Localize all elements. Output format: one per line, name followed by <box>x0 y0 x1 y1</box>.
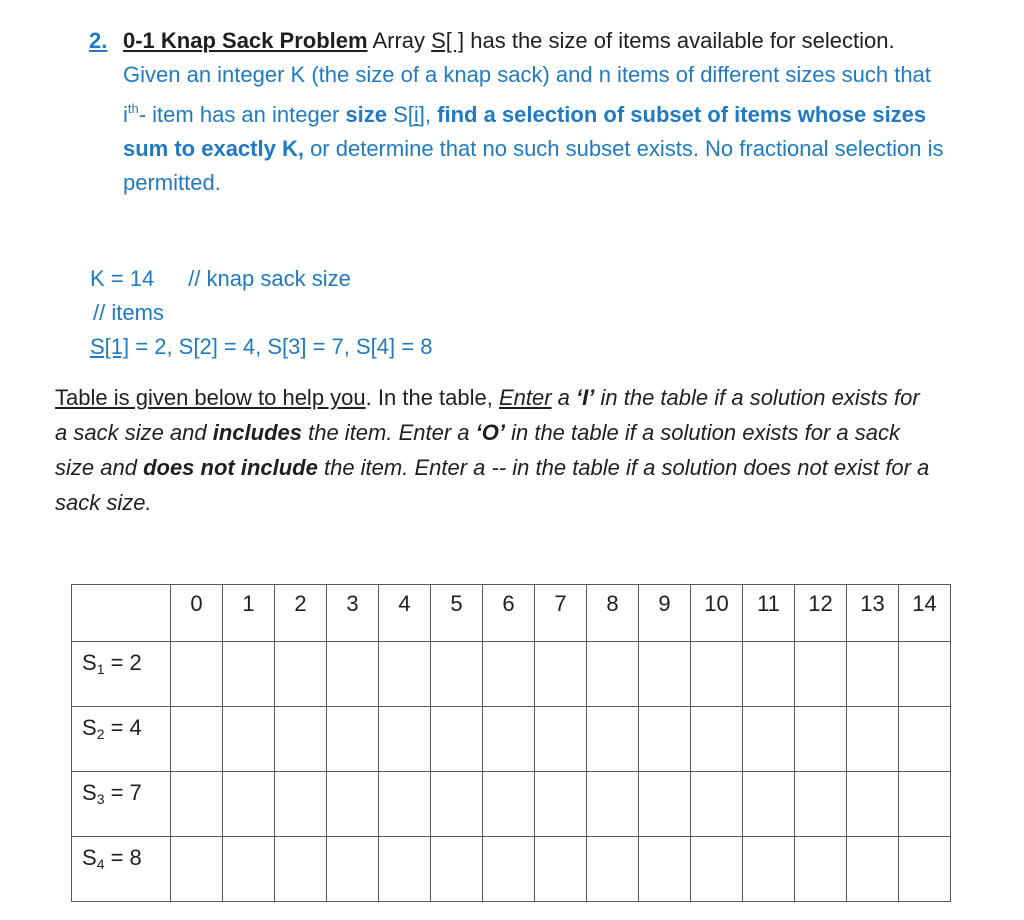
column-header: 6 <box>483 585 535 642</box>
answer-cell[interactable] <box>847 642 899 707</box>
instructions-p2: in the table if a solution exists for a sack size and <box>55 385 920 445</box>
answer-cell[interactable] <box>899 772 951 837</box>
problem-given-b: - item has an integer <box>138 102 346 127</box>
column-header: 7 <box>535 585 587 642</box>
answer-cell[interactable] <box>847 707 899 772</box>
answer-cell[interactable] <box>535 772 587 837</box>
problem-rest: or determine that no such subset exists. No fractional selection is permitted. <box>123 136 944 195</box>
answer-cell[interactable] <box>431 837 483 902</box>
row-label-base: S <box>82 650 97 675</box>
answer-cell[interactable] <box>223 837 275 902</box>
table-row <box>72 837 951 902</box>
problem-title: 0-1 Knap Sack Problem <box>123 28 368 53</box>
row-header <box>72 642 171 707</box>
answer-cell[interactable] <box>691 707 743 772</box>
answer-cell[interactable] <box>639 707 691 772</box>
row-label-base: S <box>82 780 97 805</box>
array-name: S[ ] <box>431 28 465 53</box>
items-array-values: = 2, S[2] = 4, S[3] = 7, S[4] = 8 <box>129 334 433 359</box>
answer-cell[interactable] <box>847 772 899 837</box>
column-header: 5 <box>431 585 483 642</box>
row-label-base: S <box>82 715 97 740</box>
instructions-p5: the item. Enter a -- in the table if a solution does not exist for a sack size. <box>55 455 930 515</box>
answer-cell[interactable] <box>431 642 483 707</box>
answer-cell[interactable] <box>431 772 483 837</box>
row-label-base: S <box>82 845 97 870</box>
answer-cell[interactable] <box>535 707 587 772</box>
k-line <box>90 262 432 296</box>
problem-statement <box>89 24 949 200</box>
answer-cell[interactable] <box>587 707 639 772</box>
row-label-subscript: 2 <box>96 726 105 742</box>
given-values <box>90 262 432 364</box>
problem-number: 2. <box>89 28 108 53</box>
answer-cell[interactable] <box>171 707 223 772</box>
answer-cell[interactable] <box>483 707 535 772</box>
answer-cell[interactable] <box>275 642 327 707</box>
column-header: 4 <box>379 585 431 642</box>
table-corner-cell <box>72 585 171 642</box>
answer-cell[interactable] <box>223 707 275 772</box>
answer-cell[interactable] <box>639 772 691 837</box>
answer-cell[interactable] <box>483 837 535 902</box>
column-header: 11 <box>743 585 795 642</box>
instructions-p3: the item. Enter a <box>302 420 476 445</box>
answer-cell[interactable] <box>275 707 327 772</box>
answer-cell[interactable] <box>795 707 847 772</box>
problem-given-a: Given an integer K (the size of a knap sack) and n items of different sizes such that <box>123 62 931 87</box>
problem-intro-a: Array <box>367 28 432 53</box>
row-label-subscript: 1 <box>96 661 105 677</box>
row-label-value: = 8 <box>104 845 142 870</box>
answer-cell[interactable] <box>535 837 587 902</box>
answer-cell[interactable] <box>223 772 275 837</box>
answer-cell[interactable] <box>691 837 743 902</box>
row-label-value: = 4 <box>104 715 142 740</box>
quote-o: ‘O’ <box>475 420 505 445</box>
size-word: size <box>345 102 387 127</box>
row-header <box>72 837 171 902</box>
answer-cell[interactable] <box>379 707 431 772</box>
column-header: 0 <box>171 585 223 642</box>
answer-cell[interactable] <box>743 707 795 772</box>
answer-cell[interactable] <box>899 642 951 707</box>
k-value: K = 14 <box>90 266 155 291</box>
answer-cell[interactable] <box>587 772 639 837</box>
table-header-row <box>72 585 951 642</box>
answer-cell[interactable] <box>587 837 639 902</box>
column-header: 2 <box>275 585 327 642</box>
items-array-line <box>90 330 432 364</box>
answer-cell[interactable] <box>223 642 275 707</box>
answer-cell[interactable] <box>795 837 847 902</box>
answer-cell[interactable] <box>171 837 223 902</box>
answer-cell[interactable] <box>587 642 639 707</box>
column-header: 3 <box>327 585 379 642</box>
row-header <box>72 707 171 772</box>
answer-cell[interactable] <box>483 642 535 707</box>
not-include-word: does not include <box>143 455 318 480</box>
problem-intro-b: has the size of items available for selection. <box>464 28 895 53</box>
table-row <box>72 642 951 707</box>
answer-cell[interactable] <box>431 707 483 772</box>
k-comment: // knap sack size <box>188 266 351 291</box>
table-row <box>72 772 951 837</box>
problem-given-i: i <box>413 102 419 127</box>
column-header: 8 <box>587 585 639 642</box>
answer-cell[interactable] <box>535 642 587 707</box>
column-header: 13 <box>847 585 899 642</box>
answer-cell[interactable] <box>691 772 743 837</box>
row-label-subscript: 4 <box>96 856 105 872</box>
answer-cell[interactable] <box>743 837 795 902</box>
instructions-p4: in the table if a solution exists for a sack size and <box>55 420 900 480</box>
includes-word: includes <box>212 420 302 445</box>
find-text: find a selection of subset of items whose sizes sum to exactly K, <box>123 102 927 161</box>
answer-cell[interactable] <box>795 772 847 837</box>
items-comment: // items <box>93 300 164 325</box>
answer-cell[interactable] <box>379 772 431 837</box>
answer-cell[interactable] <box>171 642 223 707</box>
answer-cell[interactable] <box>899 707 951 772</box>
answer-cell[interactable] <box>275 772 327 837</box>
problem-given-d: ], <box>418 102 432 127</box>
column-header: 1 <box>223 585 275 642</box>
column-header: 9 <box>639 585 691 642</box>
row-label-value: = 2 <box>104 650 142 675</box>
answer-cell[interactable] <box>847 837 899 902</box>
answer-cell[interactable] <box>743 642 795 707</box>
answer-cell[interactable] <box>171 772 223 837</box>
answer-cell[interactable] <box>327 772 379 837</box>
column-header: 14 <box>899 585 951 642</box>
answer-cell[interactable] <box>639 642 691 707</box>
answer-cell[interactable] <box>483 772 535 837</box>
dp-table <box>71 584 951 902</box>
answer-cell[interactable] <box>327 837 379 902</box>
ith-label: $i^{th}$ <box>123 101 139 127</box>
instructions-after-lead: . In the table, <box>365 385 499 410</box>
answer-cell[interactable] <box>795 642 847 707</box>
instructions-lead: Table is given below to help you <box>55 385 366 410</box>
answer-cell[interactable] <box>639 837 691 902</box>
items-array-name: S[1] <box>90 334 130 359</box>
answer-cell[interactable] <box>327 642 379 707</box>
row-label-subscript: 3 <box>96 791 105 807</box>
problem-given-c: S[ <box>387 102 414 127</box>
row-label-value: = 7 <box>104 780 142 805</box>
answer-cell[interactable] <box>275 837 327 902</box>
answer-cell[interactable] <box>691 642 743 707</box>
instructions-enter: Enter <box>498 385 552 410</box>
answer-cell[interactable] <box>743 772 795 837</box>
answer-cell[interactable] <box>327 707 379 772</box>
instructions <box>55 380 935 520</box>
answer-cell[interactable] <box>379 837 431 902</box>
answer-cell[interactable] <box>379 642 431 707</box>
row-header <box>72 772 171 837</box>
table-row <box>72 707 951 772</box>
quote-i: ‘I’ <box>576 385 595 410</box>
instructions-p1: a <box>551 385 577 410</box>
column-header: 10 <box>691 585 743 642</box>
answer-cell[interactable] <box>899 837 951 902</box>
column-header: 12 <box>795 585 847 642</box>
